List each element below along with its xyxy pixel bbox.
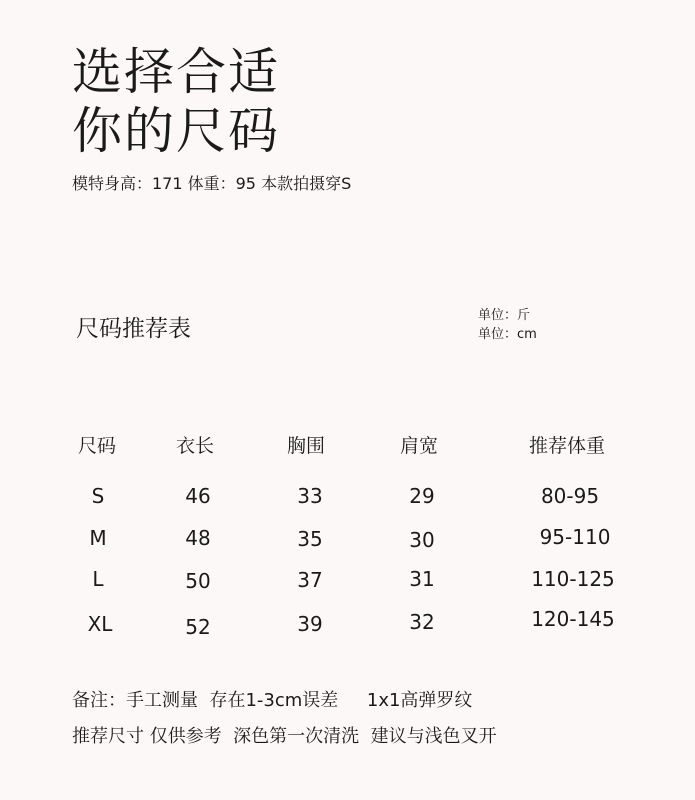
page-title-line1: 选择合适 (72, 43, 280, 101)
cell-length: 48 (185, 526, 211, 550)
cell-size: XL (87, 612, 113, 636)
cell-weight: 120-145 (531, 607, 615, 631)
cell-shoulder: 29 (409, 484, 435, 508)
note-line2: 推荐尺寸 仅供参考 深色第一次清洗 建议与浅色叉开 (72, 726, 497, 747)
cell-length: 52 (185, 615, 211, 639)
cell-weight: 95-110 (539, 525, 611, 549)
unit-weight: 单位：斤 (478, 308, 531, 323)
cell-length: 50 (185, 569, 211, 593)
note-line1: 备注：手工测量 存在1-3cm误差 1x1高弹罗纹 (72, 690, 473, 711)
size-table-title: 尺码推荐表 (76, 316, 191, 342)
cell-shoulder: 30 (409, 528, 435, 552)
unit-length: 单位：cm (478, 327, 537, 342)
header-weight: 推荐体重 (529, 435, 606, 457)
cell-chest: 37 (297, 568, 323, 592)
header-length: 衣长 (176, 435, 215, 457)
cell-weight: 110-125 (531, 567, 615, 591)
cell-shoulder: 32 (409, 610, 435, 634)
cell-length: 46 (185, 484, 211, 508)
model-info: 模特身高：171 体重：95 本款拍摄穿S (72, 174, 352, 193)
header-shoulder: 肩宽 (400, 435, 439, 457)
cell-chest: 35 (297, 527, 323, 551)
header-size: 尺码 (78, 435, 117, 457)
header-chest: 胸围 (287, 435, 326, 457)
cell-chest: 33 (297, 484, 323, 508)
cell-weight: 80-95 (540, 484, 600, 508)
cell-size: M (89, 526, 107, 550)
cell-size: L (92, 567, 104, 591)
cell-chest: 39 (297, 612, 323, 636)
cell-shoulder: 31 (409, 567, 435, 591)
page-title-line2: 你的尺码 (72, 102, 280, 160)
cell-size: S (91, 484, 105, 508)
